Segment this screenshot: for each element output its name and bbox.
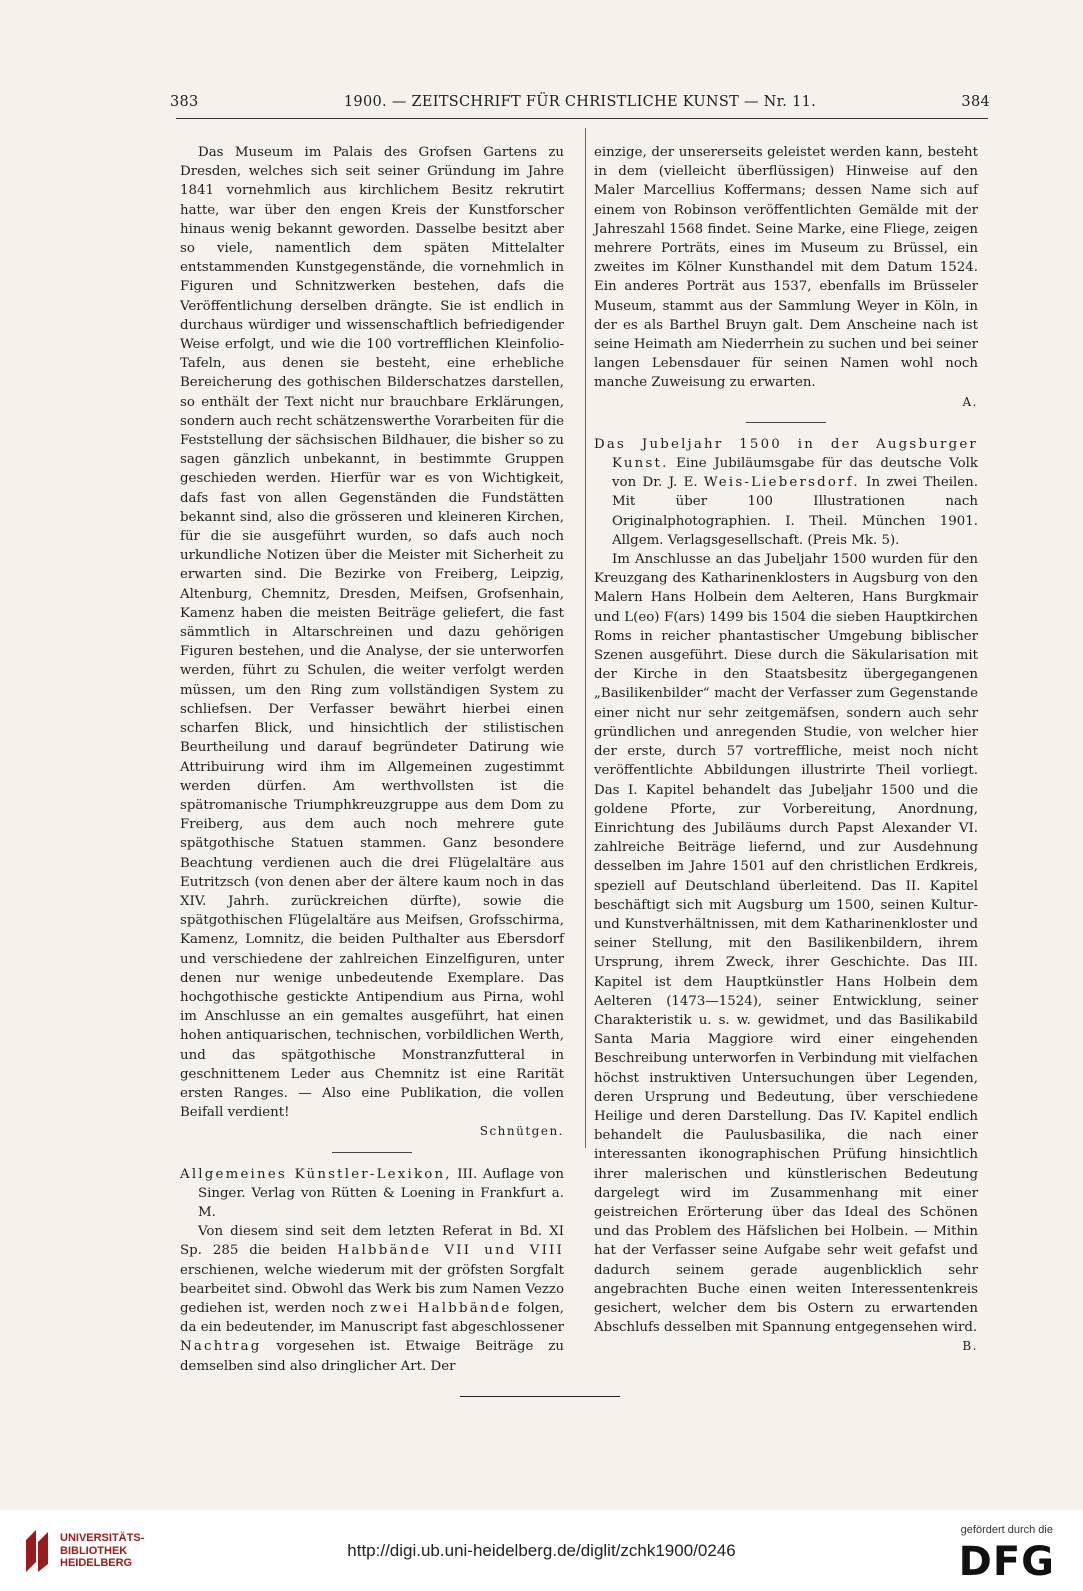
signature-a: A. <box>962 394 978 409</box>
signature-b: B. <box>962 1339 978 1354</box>
funded-by-text: gefördert durch die <box>960 1524 1053 1536</box>
header-rule <box>176 118 988 119</box>
running-title: 1900. — ZEITSCHRIFT FÜR CHRISTLICHE KUNST — Nr. 11. <box>343 94 817 110</box>
review-continuation: einzige, der unsererseits geleistet werden kann, besteht in dem (vielleicht überflüssigen) Hinweise auf den Maler Marcellius Koffermans; dessen Name sich auf einem von Robinson veröffentlichten Gemälde mit der Jahreszahl 1568 findet. Seine Marke, eine Fliege, zeigen mehrere Porträts, eines im Museum zu Brüssel, ein zweites im Kölner Kunsthandel mit dem Datum 1524. Ein anderes Porträt aus 1537, ebenfalls im Brüsseler Museum, stammt aus der Sammlung Weyer in Köln, in der es als Barthel Bruyn galt. Dem Anscheine nach ist seine Heimath am Niederrhein zu suchen und bei seiner langen Lebensdauer für seinen Namen wohl noch manche Zuweisung zu erwarten. <box>594 145 978 391</box>
library-line-2: BIBLIOTHEK <box>60 1544 128 1557</box>
page-number-right: 384 <box>961 94 990 110</box>
page-header <box>170 94 990 118</box>
review-museum-dresden: Das Museum im Palais des Grofsen Gartens zu Dresden, welches sich seit seiner Gründung im Jahre 1841 vornehmlich aus kirchlichem Besitz rekrutirt hatte, war über den engen Kreis der Kunstforscher hinaus wenig bekannt geworden. Dasselbe besitzt aber so viele, namentlich dem späten Mittelalter entstammenden Kunstgegenstände, die vornehmlich in Figuren und Schnitzwerken bestehen, dafs die Veröffentlichung derselben drängte. Sie ist endlich in durchaus würdiger und wissenschaftlich befriedigender Weise erfolgt, und wie die 100 vortrefflichen Kleinfolio-Tafeln, aus denen sie besteht, eine erhebliche Bereicherung des gothischen Bilderschatzes darstellen, so enthält der Text nicht nur brauchbare Erklärungen, sondern auch recht schätzenswerthe Vorarbeiten für die Feststellung der sächsischen Bildhauer, die bisher so zu sagen gänzlich unbekannt, in bestimmte Gruppen geschieden werden. Hierfür war es von Wichtigkeit, dafs fast von allen Gegenständen die Fundstätten bekannt sind, also die grösseren und kleineren Kirchen, für die sie ausgeführt wurden, so dafs auch noch urkundliche Notizen über die Meister mit Sicherheit zu erwarten sind. Die Bezirke von Freiberg, Leipzig, Altenburg, Chemnitz, Dresden, Meifsen, Grofsenhain, Kamenz haben die meisten Beiträge geliefert, die fast sämmtlich in Altarschreinen und dazu gehörigen Figuren bestehen, und die Analyse, der sie unterworfen werden, führt zu Schulen, die weiter verfolgt werden müssen, um den Ring zum vollständigen System zu schliefsen. Der Verfasser bewährt hierbei einen scharfen Blick, und hinsichtlich der stilistischen Beurtheilung und darauf begründeter Datirung wie Attribuirung wird ihm im Allgemeinen zugestimmt werden dürfen. Am werthvollsten ist die spätromanische Triumphkreuzgruppe aus dem Dom zu Freiberg, aus dem auch noch mehrere gute spätgothische Statuen stammen. Ganz besondere Beachtung verdienen auch die drei Flügelaltäre aus Eutritzsch (von denen aber der ältere kaum noch in das XIV. Jahrh. zurückreichen dürfte), sowie die spätgothischen Flügelaltäre aus Meifsen, Grofsschirma, Kamenz, Lomnitz, die beiden Pulthalter aus Ebersdorf und verschiedene der zahlreichen Einzelfiguren, unter denen nur wenige unbedeutende Exemplare. Das hochgothische gestickte Antipendium aus Pirna, wohl im Anschlusse an ein gemaltes ausgeführt, hat einen hohen antiquarischen, technischen, vorbildlichen Werth, und das spätgothische Monstranzfutteral in geschnittenem Leder aus Chemnitz ist eine Rarität ersten Ranges. — Also eine Publikation, die vollen Beifall verdient! <box>180 145 564 1121</box>
review-kuenstler-lexikon-title: Allgemeines Künstler-Lexikon, III. Auflage von Singer. Verlag von Rütten & Loening in Frankfurt a. M. <box>180 1166 564 1220</box>
end-rule <box>460 1396 620 1397</box>
review-jubeljahr-body: Im Anschlusse an das Jubeljahr 1500 wurden für den Kreuzgang des Katharinenklosters in Augsburg von den Malern Hans Holbein dem Aelteren, Hans Burgkmair und L(eo) F(ars) 1499 bis 1504 die sieben Hauptkirchen Roms in reicher phantastischer Umgebung biblischer Szenen ausgeführt. Diese durch die Säkularisation mit der Kirche in den Staatsbesitz übergegangenen „Basilikenbilder“ macht der Verfasser zum Gegenstande einer nicht nur sehr zeitgemäfsen, sondern auch sehr gründlichen und anregenden Studie, von welcher hier der erste, durch 57 vortreffliche, meist noch nicht veröffentlichte Abbildungen illustrirte Theil vorliegt. Das I. Kapitel behandelt das Jubeljahr 1500 und die goldene Pforte, zur Vorbereitung, Anordnung, Einrichtung des Jubiläums durch Papst Alexander VI. zahlreiche Beiträge liefernd, und zur Ausdehnung desselben im Jahre 1501 auf den christlichen Erdkreis, speziell auf Deutschland überleitend. Das II. Kapitel beschäftigt sich mit Augsburg um 1500, seinen Kultur- und Kunstverhältnissen, mit dem Katharinenkloster und seiner Stellung, mit den Basilikenbildern, ihrem Ursprung, ihrem Zweck, ihrer Geschichte. Das III. Kapitel ist dem Hauptkünstler Hans Holbein dem Aelteren (1473—1524), seiner Entwicklung, seiner Charakteristik u. s. w. gewidmet, und das Basilikabild Santa Maria Maggiore wird einer eingehenden Beschreibung unterworfen in Verbindung mit vielfachen höchst instruktiven Untersuchungen über Legenden, deren Ursprung und Bedeutung, über verschiedene Heilige und deren Darstellung. Das IV. Kapitel endlich behandelt die Paulusbasilika, die nach einer interessanten ikonographischen Prüfung hinsichtlich ihrer malerischen und künstlerischen Bedeutung dargelegt wird im Zusammenhang mit einer geistreichen Erörterung über das Ideal des Schönen und das Problem des Häfslichen bei Holbein. — Mithin hat der Verfasser seine Aufgabe sehr weit gefafst und dadurch seinem gerade augenblicklich sehr angebrachten Buche einen weiten Interessentenkreis gesichert, welcher dem bis Ostern zu erwartenden Abschlufs desselben mit Spannung entgegensehen wird. <box>594 552 978 1336</box>
section-rule <box>746 422 826 423</box>
review-kuenstler-lexikon-body: Von diesem sind seit dem letzten Referat in Bd. XI Sp. 285 die beiden Halbbände VII und VIII erschienen, welche wiederum mit der gröfsten Sorgfalt bearbeitet sind. Obwohl das Werk bis zum Namen Vezzo gediehen ist, werden noch zwei Halbbände folgen, da ein bedeutender, im Manuscript fast abgeschlossener Nachtrag vorgesehen ist. Etwaige Beiträge zu demselben sind also dringlicher Art. Der <box>180 1224 565 1374</box>
review-jubeljahr-title: Das Jubeljahr 1500 in der Augsburger Kunst. Eine Jubiläumsgabe für das deutsche Volk von Dr. J. E. Weis-Liebersdorf. In zwei Theilen. Mit über 100 Illustrationen nach Originalphotographien. I. Theil. München 1901. Allgem. Verlagsgesellschaft. (Preis Mk. 5). <box>594 436 978 548</box>
footer-bar <box>0 1510 1083 1591</box>
permalink-url[interactable]: http://digi.ub.uni-heidelberg.de/diglit/zchk1900/0246 <box>347 1541 736 1560</box>
page-number-left: 383 <box>170 94 199 110</box>
right-column <box>594 143 978 1357</box>
signature-schnuetgen: Schnütgen. <box>479 1124 564 1139</box>
section-rule <box>332 1152 412 1153</box>
dfg-logo: DFG <box>958 1539 1055 1585</box>
column-divider <box>585 128 586 1148</box>
left-column <box>180 143 564 1376</box>
library-line-1: UNIVERSITÄTS- <box>60 1532 145 1544</box>
library-line-3: HEIDELBERG <box>60 1557 133 1569</box>
